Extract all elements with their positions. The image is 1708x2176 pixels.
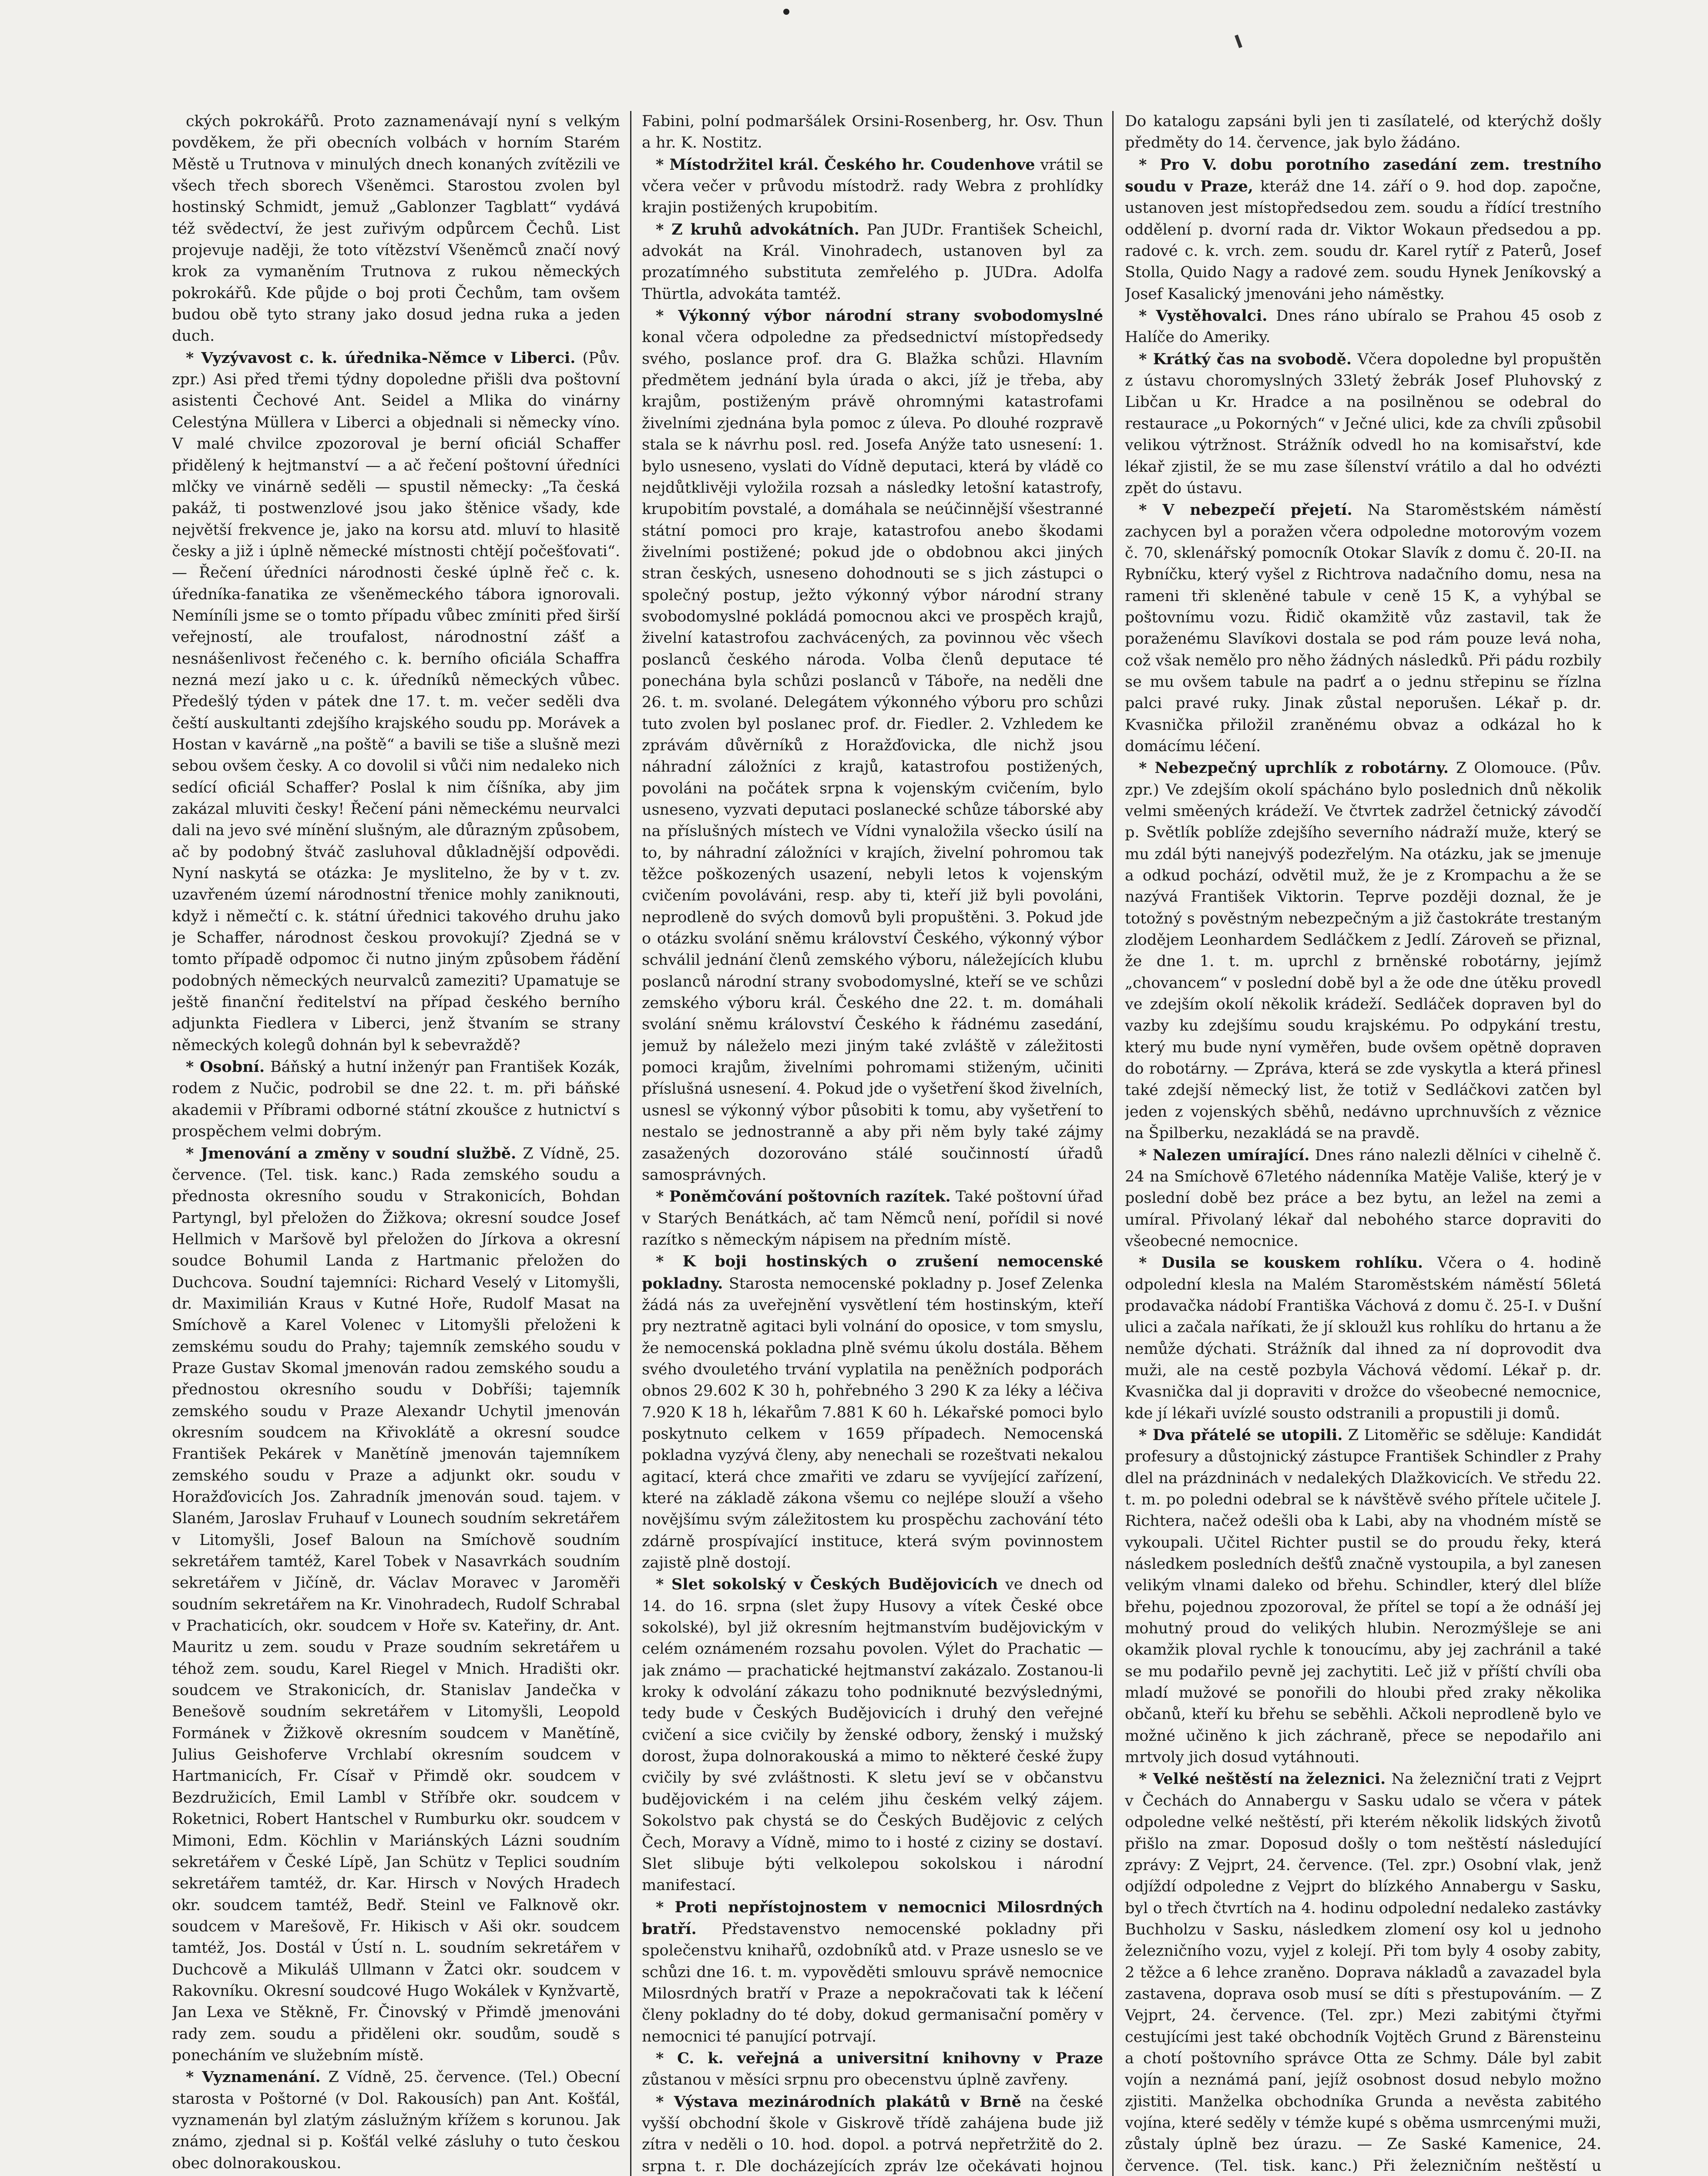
article-text: Včera dopoledne byl propuštěn z ústavu choromyslných 33letý žebrák Josef Pluhovský z Libčan u Kr. Hradce a na posilněnou se odebral do restaurace „u Pokorných“ v Ječné ulici, kde za chvíli způsobil velikou výtržnost. Strážník odvedl ho na komisařství, kde lékař zjistil, že se mu zase šílenství vrátilo a dal ho odvézti zpět do ústavu. bbox=[1125, 350, 1601, 497]
article-text: Dnes ráno nalezli dělníci v cihelně č. 24 na Smíchově 67letého nádenníka Matěje Vališe, který je v poslední době bez práce a bez bytu, an ležel na zemi a umíral. Přivolaný lékař dal nebohého starce dopraviti do všeobecné nemocnice. bbox=[1125, 1146, 1601, 1250]
article-heading: * Krátký čas na svobodě. bbox=[1139, 350, 1352, 368]
article-paragraph bbox=[172, 1056, 620, 1142]
article-paragraph bbox=[642, 154, 1103, 219]
scan-mark bbox=[1235, 35, 1242, 48]
article-heading: * Poněmčování poštovních razítek. bbox=[656, 1188, 951, 1206]
article-heading: * Slet sokolský v Českých Budějovicích bbox=[656, 1575, 998, 1594]
ink-spot bbox=[783, 9, 789, 15]
article-text: Z Vídně, 25. července. (Tel.) Obecní starosta v Poštorné (v Dol. Rakousích) pan Ant. Košťál, vyznamenán byl zlatým záslužným křížem s korunou. Jak známo, zjednal si p. Košťál velké zásluhy o tuto českou obec dolnorakouskou. bbox=[172, 2069, 620, 2172]
article-text: Z Litoměřic se sděluje: Kandidát profesury a důstojnický zástupce František Schindler z Prahy dlel na prázdninách v nedalekých Dlažkovicích. Ve středu 22. t. m. po poledni odebral se k návštěvě svého přítele učitele J. Richtera, načež odešli oba k Labi, aby na vhodném místě se vykoupali. Učitel Richter pustil se do proudu řeky, která následkem posledních dešťů značně vystoupila, a byl zanesen velikým vlnami daleko od břehu. Schindler, který dlel blíže břehu, pojednou zpozoroval, že přítel se topí a že odnáší jej mohutný proud do velikých hlubin. Nerozmýšleje se ani okamžik ploval rychle k tonoucímu, aby jej zachránil a také se mu podařilo pevně jej zachytiti. Leč již v příští chvíli oba mladí mužové se ponořili do hloubi před zraky několika občanů, kteří ku břehu se seběhli. Ačkoli neprodleně bylo ve možné učiněno k jich záchraně, přece se nepodařilo ani mrtvoly jich dosud vytáhnouti. bbox=[1125, 1426, 1601, 1766]
article-text: ve dnech od 14. do 16. srpna (slet župy Husovy a vítek České obce sokolské), byl již okresním hejtmanstvím budějovickým v celém oznámeném rozsahu povolen. Výlet do Prachatic — jak známo — prachatické hejtmanství zakázalo. Zostanou-li kroky k odvolání zákazu toho podniknuté bezvýslednými, tedy bude v Českých Budějovicích i druhý den veřejné cvičení a sice cvičily by ženské odbory, ženský i mužský dorost, župa dolnorakouská a mimo to některé české župy cvičily by své zvláštnosti. K sletu jeví se v občanstvu budějovickém i na celém jihu českém velký zájem. Sokolstvo pak chystá se do Českých Budějovic z celých Čech, Moravy a Vídně, mimo to i hosté z ciziny se dostaví. Slet slibuje býti velkolepou sokolskou i národní manifestací. bbox=[642, 1576, 1103, 1894]
article-heading: * Dva přátelé se utopili. bbox=[1139, 1426, 1343, 1444]
article-paragraph bbox=[172, 2174, 620, 2176]
article-heading: * Z kruhů advokátních. bbox=[656, 220, 859, 238]
article-text: Z Olomouce. (Pův. zpr.) Ve zdejším okolí spácháno bylo poslednich dnů několik velmi směených krádeží. Ve čtvrtek zadržel četnický závodčí p. Světlík poblíže zdejšího severního nádraží muže, který se mu zdál býti nanejvýš podezřelým. Na otázku, jak se jmenuje a odkud pochází, odvětil muž, že je z Krompachu a že se nazývá František Viktorin. Teprve později doznal, že je totožný s pověstným nebezpečným a již častokráte trestaným zlodějem Leonhardem Sedláčkem z Jedlí. Zároveň se přiznal, že dne 1. t. m. uprchl z brněnské robotárny, jejímž „chovancem“ v poslední době byl a že ode dne útěku provedl ve zdejším okolí několik krádeží. Sedláček dopraven byl do vazby ku zdejšímu soudu krajskému. Po odpykání trestu, který mu bude nyní vyměřen, bude ovšem opětně dopraven do robotárny. — Zpráva, která se zde vyskytla a která přinesl také zdejší německý list, že totiž v Sedláčkovi zatčen byl jeden z vojenských sběhů, nedávno uprchnuvších z věznice na Špilberku, nezakládá se na pravdě. bbox=[1125, 759, 1601, 1142]
article-text: Fabini, polní podmaršálek Orsini-Rosenberg, hr. Osv. Thun a hr. K. Nostitz. bbox=[642, 113, 1103, 152]
article-text: Dnes ráno ubíralo se Prahou 45 osob z Halíče do Ameriky. bbox=[1125, 307, 1601, 346]
article-heading: * Vyzývavost c. k. úřednika-Němce v Liberci. bbox=[186, 349, 576, 367]
article-text: Báňský a hutní inženýr pan František Kozák, rodem z Nučic, podrobil se dne 22. t. m. při báňské akademii v Příbrami odborné státní zkoušce z hutnictví s prospěchem velmi dobrým. bbox=[172, 1058, 620, 1141]
article-heading: * Proti nepřístojnostem v nemocnici Milosrdných bratří. bbox=[642, 1898, 1103, 1938]
article-text: Také poštovní úřad v Starých Benátkách, ač tam Němců není, pořídil si nové razítko s německým nápisem na předním místě. bbox=[642, 1188, 1103, 1249]
article-text: kteráž dne 14. září o 9. hod dop. započne, ustanoven jest místopředsedou zem. soudu a řídící trestního oddělení p. dvorní rada dr. Viktor Wokaun předsedou a pp. radové c. k. vrch. zem. soudu dr. Karel rytíř z Paterů, Josef Stolla, Quido Nagy a radové zem. soudu Hynek Jeníkovský a Josef Kasalický jmenováni jeho náměstky. bbox=[1125, 178, 1601, 303]
article-paragraph bbox=[1125, 305, 1601, 349]
article-text: vrátil se včera večer v průvodu místodrž. rady Webra z prohlídky krajin postižených krupobitím. bbox=[642, 156, 1103, 217]
article-paragraph bbox=[1125, 1768, 1601, 2176]
article-heading: * Vystěhovalci. bbox=[1139, 307, 1268, 325]
article-paragraph bbox=[642, 1251, 1103, 1574]
article-heading: * Výkonný výbor národní strany svobodomyslné bbox=[656, 307, 1103, 325]
article-paragraph bbox=[172, 1143, 620, 2067]
article-text: Pan JUDr. František Scheichl, advokát na Král. Vinohradech, ustanoven byl za prozatímného substituta zemřelého p. JUDra. Adolfa Thürtla, advokáta tamtéž. bbox=[642, 221, 1103, 303]
article-heading: * Nalezen umírající. bbox=[1139, 1146, 1310, 1164]
article-heading: * Nebezpečný uprchlík z robotárny. bbox=[1139, 759, 1449, 777]
article-paragraph bbox=[1125, 111, 1601, 154]
article-text: Včera o 4. hodině odpolední klesla na Malém Staroměstském náměstí 56letá prodavačka nádobí Františka Váchová z domu č. 25-I. v Dušní ulici a začala naříkati, že jí skloužl kus rohlíku do hrtanu a že nemůže dýchati. Strážník dal ihned za ní doprovodit dva muži, ale na cestě pozbyla Váchová vědomí. Lékař p. dr. Kvasnička dal ji dopraviti v drožce do všeobecné nemocnice, kde jí lékaři uvízlé sousto odstranili a propustili ji domů. bbox=[1125, 1254, 1601, 1422]
article-heading: * C. k. veřejná a universitní knihovny v Praze bbox=[656, 2049, 1103, 2067]
article-heading: * K boji hostinských o zrušení nemocenské pokladny. bbox=[642, 1253, 1103, 1293]
article-heading: * Velké neštěstí na železnici. bbox=[1139, 1770, 1386, 1788]
article-text: Do katalogu zapsáni byli jen ti zasílatelé, od kterýchž došly předměty do 14. července, jak bylo žádáno. bbox=[1125, 113, 1601, 152]
column-1 bbox=[172, 111, 620, 2176]
article-text: Na Staroměstském náměstí zachycen byl a poražen včera odpoledne motorovým vozem č. 70, sklenářský pomocník Otokar Slavík z domu č. 20-II. na Rybníčku, který vyšel z Richtrova nadačního domu, nesa na rameni tři skleněné tabule v ceně 15 K, a vyhýbal se poštovnímu vozu. Řidič okamžitě vůz zastavil, tak že poraženému Slavíkovi dostala se pod rám pouze levá noha, což však nemělo pro něho žádných následků. Při pádu rozbily se mu ovšem tabule na padrť a o jednu střepinu se řízlna palci pravé ruky. Jinak zůstal neporušen. Lékař p. dr. Kvasnička přiložil zraněnému obvaz a odkázal ho k domácímu léčení. bbox=[1125, 501, 1601, 755]
article-paragraph bbox=[642, 1186, 1103, 1251]
article-heading: * Dusila se kouskem rohlíku. bbox=[1139, 1254, 1423, 1272]
article-text: konal včera odpoledne za předsednictví místopředsedy svého, poslance prof. dra G. Blažka schůzi. Hlavním předmětem jednání byla úrada o akci, jíž je třeba, aby krajům, postiženým právě ohromnými katastrofami živelními zjednána byla pomoc z úleva. Po dlouhé rozpravě stala se k návrhu posl. red. Josefa Anýže tato usnesení: 1. bylo usneseno, vyslati do Vídně deputaci, která by vládě co nejdůtklivěji vyložila rozsah a následky letošní katastrofy, krupobitím povstalé, a domáhala se neúčinnější všestranné státní pomoci pro kraje, katastrofou anebo škodami živelními postižené; pokud jde o obdobnou akci jiných stran českých, usneseno dohodnouti se s jich zástupci o společný postup, ježto výkonný výbor národní strany svobodomyslné pokládá pomocnou akci ve prospěch krajů, živelní katastrofou zachvácených, za povinnou věc všech poslanců českého národa. Volba členů deputace té ponechána byla schůzi poslanců v Táboře, na neděli dne 26. t. m. svolané. Delegátem výkonného výboru pro schůzi tuto zvolen byl poslanec prof. dr. Fiedler. 2. Vzhledem ke zprávám důvěrníků z Horažďovicka, dle nichž jsou náhradní záložníci z krajů, katastrofou postižených, povoláni na počátek srpna k vojenským cvičením, bylo usneseno, vyzvati deputaci poslanecké schůze táborské aby na příslušných místech ve Vídni vynaložila všecko úsilí na to, by náhradní záložníci v krajích, živelní pohromou tak těžce poškozených usazení, nebyli letos k vojenským cvičením povoláváni, resp. aby ti, kteří již byli povoláni, neprodleně do svých domovů byli propuštěni. 3. Pokud jde o otázku svolání sněmu království Českého, výkonný výbor schválil jednání členů zemského výboru, náležejících klubu poslanců národní strany svobodomyslné, kteří se ve schůzi zemského výboru král. Českého dne 22. t. m. domáhali svolání sněmu království Českého k řádnému zasedání, jemuž by náleželo mezi jiným také zvláště v záležitosti pomoci krajům, živelními pohromami stiženým, učiniti příslušná usnesení. 4. Pokud jde o vyšetření škod živelních, usnesl se výkonný výbor působiti k tomu, aby vyšetření to nestalo se jednostranně a aby při něm byly také zájmy zasažených dozorováno stálé součinností úřadů samosprávných. bbox=[642, 329, 1103, 1184]
article-paragraph bbox=[642, 305, 1103, 1186]
article-paragraph bbox=[1125, 1145, 1601, 1253]
article-paragraph bbox=[1125, 1424, 1601, 1769]
article-text: na české vyšší obchodní škole v Giskrově třídě zahájena bude již zítra v neděli o 10. hod. dopol. a potrvá nepřetržitě do 2. srpna t. r. Dle docházejících zpráv lze očekávati hojnou bbox=[642, 2093, 1103, 2175]
article-text: (Pův. zpr.) Asi před třemi týdny dopoledne přišli dva poštovní asistenti Čechové Ant. Seidel a Mlika do vinárny Celestýna Müllera v Liberci a objednali si německy víno. V malé chvilce zpozoroval je berní oficiál Schaffer přidělený k hejtmanství — a ač řečení poštovní úředníci mlčky ve vinárně seděli — spustil německy: „Ta česká pakáž, ti postwenzlové jsou jako štěnice všady, kde největší frekvence je, jako na korsu atd. mluví to hlasitě česky a již i úplně německé místnosti chtějí počešťovati“. — Řečení úředníci národnosti české úplně řeč c. k. úředníka-fanatika ze všeněmeckého tábora ignorovali. Nemíníli jsme se o tomto případu vůbec zmíniti před širší veřejností, ale troufalost, národnostní zášť a nesnášenlivost řečeného c. k. berního oficiála Schaffra nezná mezí jako u c. k. úředníků německých vůbec. Předešlý týden v pátek dne 17. t. m. večer seděli dva čeští auskultanti zdejšího krajského soudu pp. Morávek a Hostan v kavárně „na poště“ a bavili se tiše a slušně mezi sebou ovšem česky. A co dovolil si vůči nim nedaleko nich sedící oficiál Schaffer? Poslal k nim číšníka, aby jim zakázal mluviti česky! Řečení páni německému neurvalci dali na jevo své mínění slušným, ale důrazným způsobem, ač by podobný štváč zasluhoval důkladnější odpovědi. Nyní naskytá se otázka: Je myslitelno, že by v t. zv. uzavřeném území národnostní třenice mohly zaniknouti, když i němečtí c. k. státní úřednici takového druhu jako je Schaffer, národnost českou provokují? Zjedná se v tomto případě odpomoc či nutno jiným způsobem řádění podobných německých neurvalců zameziti? Upamatuje se ještě finanční ředitelství na případ českého berního adjunkta Fiedlera v Liberci, jenž štvaním se strany německých kolegů dohnán byl k sebevraždě? bbox=[172, 349, 620, 1054]
article-text: ckých pokrokářů. Proto zaznamenávají nyní s velkým povděkem, že při obecních volbách v horním Starém Městě u Trutnova v minulých dnech konaných zvítězili ve všech třech sborech Všeněmci. Starostou zvolen byl hostinský Schmidt, jemuž „Gablonzer Tagblatt“ vydává též svědectví, že jest zuřivým odpůrcem Čechů. List projevuje naději, že toto vítězství Všeněmců značí nový krok za vymaněním Trutnova z rukou německých pokrokářů. Kde půjde o boj proti Čechům, tam ovšem budou obě tyto strany jako dosud jedna ruka a jeden duch. bbox=[172, 113, 620, 345]
article-heading: * V nebezpečí přejetí. bbox=[1139, 501, 1352, 519]
article-paragraph bbox=[172, 111, 620, 347]
article-paragraph bbox=[1125, 349, 1601, 499]
article-paragraph bbox=[642, 2091, 1103, 2176]
article-paragraph bbox=[642, 111, 1103, 154]
column-2 bbox=[642, 111, 1103, 2176]
article-text: Představenstvo nemocenské pokladny při společenstvu knihařů, ozdobníků atd. v Praze usneslo se ve schůzi dne 16. t. m. vypověděti smlouvu správě nemocnice Milosrdných bratří v Praze a nepokračovati tak k léčení členy pokladny do té doby, dokud germanisační poměry v nemocnici té panující potrvají. bbox=[642, 1920, 1103, 2045]
article-text: zůstanou v měsíci srpnu pro obecenstvu úplně zavřeny. bbox=[642, 2071, 1069, 2089]
article-text: Z Vídně, 25. července. (Tel. tisk. kanc.) Rada zemského soudu a přednosta okresního soudu v Strakonicích, Bohdan Partyngl, byl přeložen do Žižkova; okresní soudce Josef Hellmich v Maršově byl přeložen do Jírkova a okresní soudce Bohumil Landa z Hartmanic přeložen do Duchcova. Soudní tajemníci: Richard Veselý v Litomyšli, dr. Maximilián Kraus v Kutné Hoře, Rudolf Masat na Smíchově a Karel Volenec v Litomyšli přeloženi k zemskému soudu do Prahy; tajemník zemského soudu v Praze Gustav Skomal jmenován radou zemského soudu a přednostou okresního soudu v Dobříši; tajemník zemského soudu v Praze Alexandr Uchytil jmenován okresním soudcem na Křivoklátě a okresní soudce František Pekárek v Manětíně jmenován tajemníkem zemského soudu v Praze a adjunkt okr. soudu v Horažďovicích Jos. Zahradník jmenován soud. tajem. v Slaném, Jaroslav Fruhauf v Lounech soudním sekretářem v Litomyšli, Josef Baloun na Smíchově soudním sekretářem tamtéž, Karel Tobek v Nasavrkách soudním sekretářem v Jičíně, dr. Václav Moravec v Jaroměři soudním sekretářem na Kr. Vinohradech, Rudolf Schrabal v Prachaticích, okr. soudcem v Hoře sv. Kateřiny, dr. Ant. Mauritz u zem. soudu v Praze soudním sekretářem u téhož zem. soudu, Karel Riegel v Mnich. Hradišti okr. soudcem ve Strakonicích, dr. Stanislav Jandečka v Benešově soudním sekretářem v Litomyšli, Leopold Formánek v Žižkově okresním soudcem v Manětíně, Julius Geishoferve Vrchlabí okresním soudcem v Hartmanicích, Fr. Císař v Přimdě okr. soudcem v Bezdružicích, Emil Lambl v Stříbře okr. soudcem v Roketnici, Robert Hantschel v Rumburku okr. soudcem v Mimoni, Edm. Köchlin v Mariánských Lázni soudním sekretářem v České Lípě, Jan Schütz v Teplici soudním sekretářem tamtéž, dr. Kar. Hirsch v Nových Hradech okr. soudcem tamtéž, Bedř. Steinl ve Falknově okr. soudcem v Marešově, Fr. Hikisch v Aši okr. soudcem tamtéž, Jos. Dostál v Ústí n. L. soudním sekretářem v Duchcově a Mikuláš Ullmann v Žatci okr. soudcem v Rakovníku. Okresní soudcové Hugo Wokálek v Kynžvartě, Jan Lexa ve Stěkně, Fr. Činovský v Přimdě jmenováni rady zem. soudu a přiděleni okr. soudům, soudě s ponecháním ve služebním místě. bbox=[172, 1145, 620, 2064]
article-paragraph bbox=[642, 219, 1103, 305]
article-heading: * Osobní. bbox=[186, 1058, 265, 1076]
article-paragraph bbox=[1125, 499, 1601, 757]
column-rule bbox=[630, 111, 631, 2176]
article-text: Na železniční trati z Vejprt v Čechách do Annabergu v Sasku udalo se včera v pátek odpoledne velké neštěstí, při kterém několik lidských životů přišlo na zmar. Doposud došly o tom neštěstí následující zprávy: Z Vejprt, 24. července. (Tel. zpr.) Osobní vlak, jenž odjíždí odpoledne z Vejprt do blízkého Annabergu v Sasku, byl o třech čtvrtích na 4. hodinu odpolední nedaleko zastávky Buchholzu v Sasku, následkem zlomení osy kol u jednoho železničního vozu, vyjel z kolejí. Při tom byly 4 osoby zabity, 2 těžce a 6 lehce zraněno. Doprava nákladů a zavazadel byla zastavena, doprava osob musí se díti s přestupováním. — Z Vejprt, 24. července. (Tel. zpr.) Mezi zabitými čtyřmi cestujícími jest také obchodník Vojtěch Grund z Bärensteinu a chotí poštovního správce Otta ze Schmy. Dále byl zabit vojín a neznámá paní, jejíž osobnost dosud nebylo možno zjistiti. Manželka obchodníka Grunda a nevěsta zabitého vojína, které seděly v témže kupé s oběma usmrcenými muži, zůstaly úplně bez úrazu. — Ze Saské Kamenice, 24. července. (Tel. tisk. kanc.) Při železničním neštěstí u bbox=[1125, 1770, 1601, 2175]
article-paragraph bbox=[1125, 154, 1601, 305]
column-3 bbox=[1125, 111, 1601, 2176]
article-paragraph bbox=[642, 1574, 1103, 1896]
article-paragraph bbox=[172, 2066, 620, 2174]
article-heading: * Výstava mezinárodních plakátů v Brně bbox=[656, 2092, 1021, 2111]
article-paragraph bbox=[642, 1897, 1103, 2048]
article-paragraph bbox=[172, 347, 620, 1056]
column-rule bbox=[1112, 111, 1114, 2176]
article-paragraph bbox=[642, 2048, 1103, 2091]
article-heading: * Jmenování a změny v soudní službě. bbox=[186, 1144, 517, 1162]
article-paragraph bbox=[1125, 757, 1601, 1144]
article-text: Starosta nemocenské pokladny p. Josef Zelenka žádá nás za uveřejnění vysvětlení tém hostinským, kteří pry neztratně agitaci byli volnání do oposice, v tom smyslu, že nemocenská pokladna plně svému úkolu dostála. Během svého dvouletého trvání vyplatila na peněžních podporách obnos 29.602 K 30 h, pohřebného 3 290 K za léky a léčiva 7.920 K 18 h, lékařům 7.881 K 60 h. Lékařské pomoci bylo poskytnuto celkem v 1659 případech. Nemocenská pokladna vyzývá členy, aby nenechali se rozeštvati nekalou agitací, která chce zmařiti ve zdaru se vyvíjející zařízení, které na základě zákona všemu co nejlépe slouží a všeho novějšímu svým záležitostem ku prospěchu zachování této zdárně prospívající instituce, která svým povinnostem zajistě plně dostojí. bbox=[642, 1275, 1103, 1572]
article-paragraph bbox=[1125, 1252, 1601, 1424]
article-heading: * Místodržitel král. Českého hr. Coudenhove bbox=[656, 155, 1035, 174]
article-heading: * Pro V. dobu porotního zasedání zem. trestního soudu v Praze, bbox=[1125, 155, 1601, 196]
article-heading: * Vyznamenání. bbox=[186, 2068, 321, 2086]
